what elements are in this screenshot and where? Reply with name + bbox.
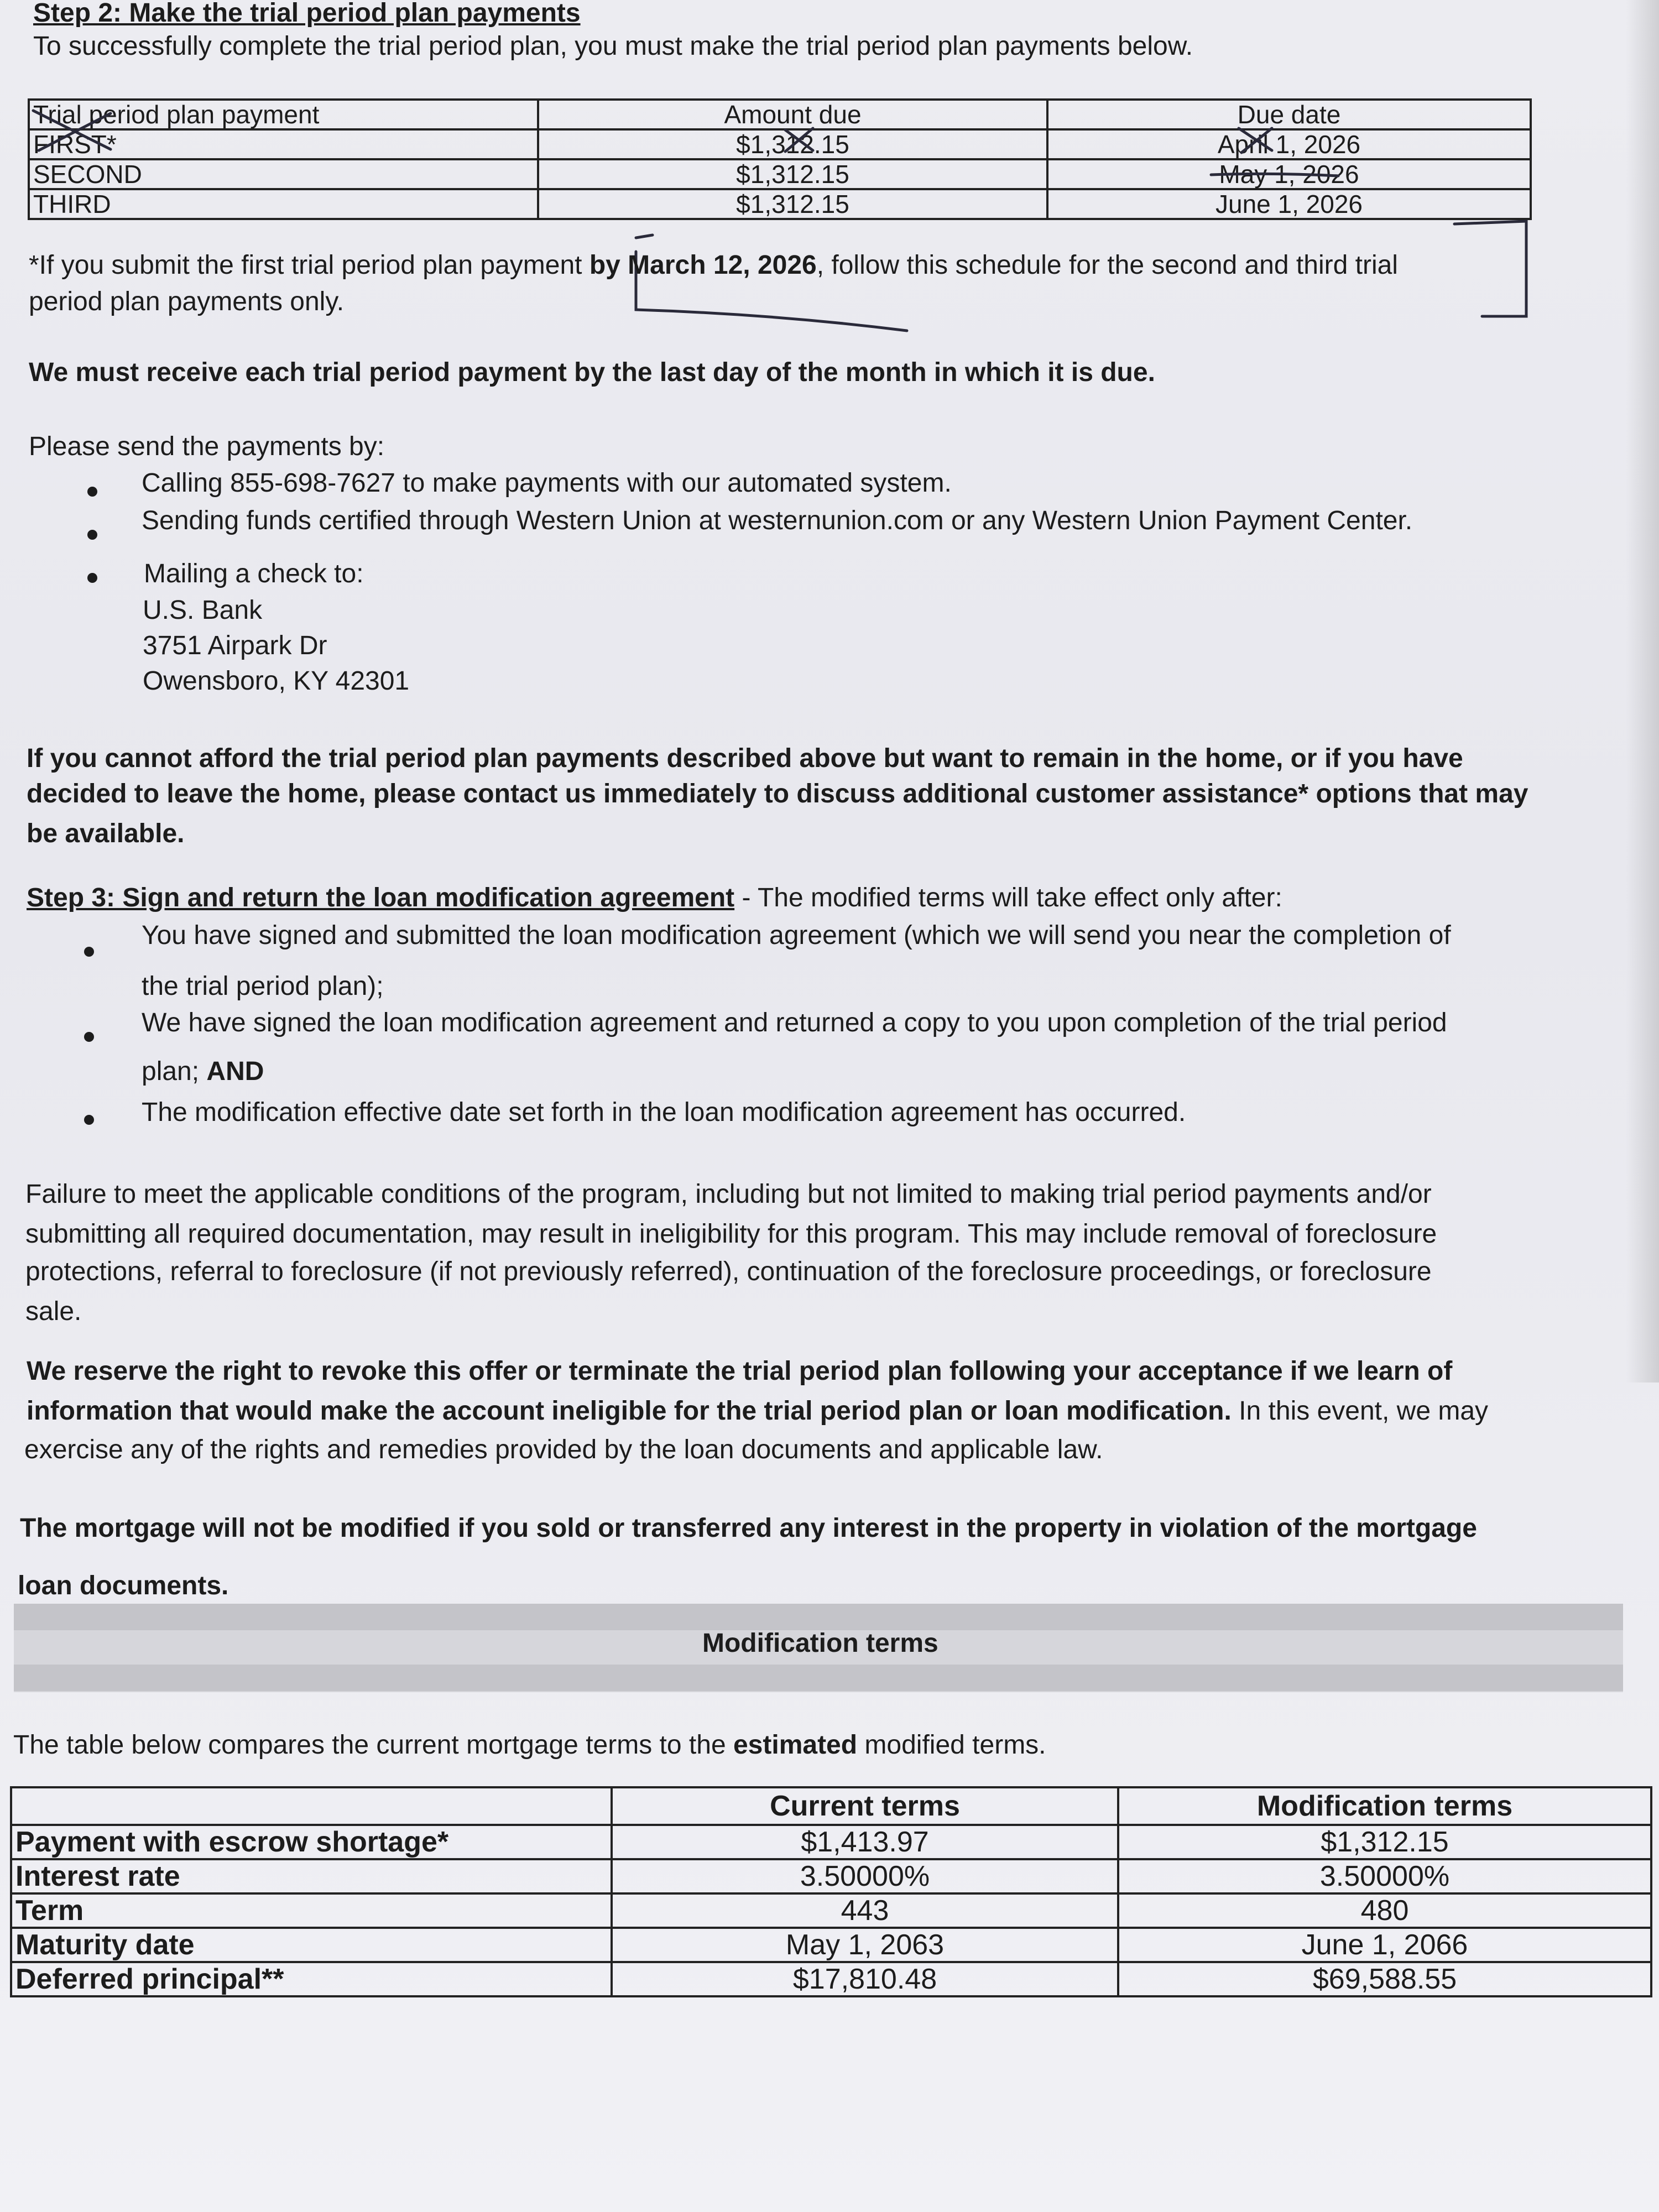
footnote-text: , follow this schedule for the second and third trial xyxy=(816,251,1398,280)
address-line: Owensboro, KY 42301 xyxy=(143,666,410,696)
pen-annotations xyxy=(0,0,1659,387)
table-cell: Maturity date xyxy=(11,1928,612,1962)
terms-table xyxy=(10,1786,1652,1997)
failure-paragraph-line: Failure to meet the applicable conditions of the program, including but not limited to making trial period payments and/or xyxy=(25,1180,1432,1209)
step3-item-and: AND xyxy=(206,1057,264,1086)
table-cell: May 1, 2063 xyxy=(612,1928,1118,1962)
send-payments-label: Please send the payments by: xyxy=(29,432,385,461)
failure-paragraph-line: sale. xyxy=(25,1297,82,1326)
address-line: 3751 Airpark Dr xyxy=(143,631,327,660)
table-header-cell: Due date xyxy=(1047,100,1531,129)
failure-paragraph-line: submitting all required documentation, may result in ineligibility for this program. This may include removal of foreclosure xyxy=(25,1219,1437,1249)
reserve-paragraph-line: exercise any of the rights and remedies provided by the loan documents and applicable law. xyxy=(24,1435,1103,1464)
modification-band-title: Modification terms xyxy=(702,1629,938,1658)
table-cell: $1,413.97 xyxy=(612,1825,1118,1859)
failure-paragraph-line: protections, referral to foreclosure (if not previously referred), continuation of the foreclosure proceedings, or foreclosure xyxy=(25,1257,1432,1286)
table-header-cell xyxy=(11,1787,612,1825)
afford-notice-line: decided to leave the home, please contact us immediately to discuss additional customer assistance* options that may xyxy=(27,779,1528,808)
table-cell: $1,312.15 xyxy=(538,189,1047,219)
step3-heading-line xyxy=(27,880,1282,916)
mortgage-notice-line: The mortgage will not be modified if you sold or transferred any interest in the property in violation of the mortgage xyxy=(20,1514,1477,1543)
footnote-date: by March 12, 2026 xyxy=(589,251,817,280)
footnote-text: *If you submit the first trial period plan payment xyxy=(29,251,589,280)
table-cell: 443 xyxy=(612,1893,1118,1928)
step2-heading: Step 2: Make the trial period plan payments xyxy=(33,0,581,28)
step3-item: The modification effective date set forth in the loan modification agreement has occurred. xyxy=(142,1098,1186,1127)
table-row xyxy=(11,1825,1651,1859)
step3-item-text: plan; xyxy=(142,1057,207,1086)
footnote-line-2: period plan payments only. xyxy=(29,287,345,316)
bullet xyxy=(84,947,94,957)
table-cell: June 1, 2026 xyxy=(1047,189,1531,219)
receive-notice: We must receive each trial period payment by the last day of the month in which it is due. xyxy=(29,358,1155,387)
table-cell: Payment with escrow shortage* xyxy=(11,1825,612,1859)
bullet xyxy=(87,530,97,540)
table-cell: June 1, 2066 xyxy=(1118,1928,1651,1962)
table-cell: $1,312.15 xyxy=(1118,1825,1651,1859)
table-cell: $1,312.15 xyxy=(538,129,1047,159)
bullet xyxy=(87,487,97,497)
table-row xyxy=(11,1787,1651,1825)
step3-tail: - The modified terms will take effect only after: xyxy=(734,883,1282,912)
table-cell: SECOND xyxy=(29,159,538,189)
table-cell: May 1, 2026 xyxy=(1047,159,1531,189)
table-cell: April 1, 2026 xyxy=(1047,129,1531,159)
pen-bracket-right xyxy=(1454,221,1526,316)
table-cell: 3.50000% xyxy=(612,1859,1118,1893)
step2-intro: To successfully complete the trial period plan, you must make the trial period plan payments below. xyxy=(33,32,1193,61)
payment-option: Sending funds certified through Western Union at westernunion.com or any Western Union Payment Center. xyxy=(142,506,1413,535)
step3-item: You have signed and submitted the loan modification agreement (which we will send you near the completion of xyxy=(142,921,1451,950)
footnote-line-1 xyxy=(29,248,1398,283)
bullet xyxy=(84,1032,94,1042)
reserve-bold-text: information that would make the account ineligible for the trial period plan or loan modification. xyxy=(27,1396,1232,1426)
reserve-normal-text: In this event, we may xyxy=(1231,1396,1489,1426)
table-cell: $1,312.15 xyxy=(538,159,1047,189)
bullet xyxy=(87,573,97,583)
table-cell: Interest rate xyxy=(11,1859,612,1893)
table-row xyxy=(11,1859,1651,1893)
bullet xyxy=(84,1115,94,1125)
table-header-cell: Current terms xyxy=(612,1787,1118,1825)
reserve-paragraph-line xyxy=(27,1394,1488,1429)
compare-text xyxy=(13,1728,1046,1763)
table-cell: $69,588.55 xyxy=(1118,1962,1651,1996)
table-cell: Term xyxy=(11,1893,612,1928)
payment-option: Calling 855-698-7627 to make payments with our automated system. xyxy=(142,468,952,498)
reserve-paragraph-line: We reserve the right to revoke this offer or terminate the trial period plan following your acceptance if we learn of xyxy=(27,1357,1453,1386)
table-cell: FIRST* xyxy=(29,129,538,159)
table-cell: $17,810.48 xyxy=(612,1962,1118,1996)
compare-text-part: The table below compares the current mortgage terms to the xyxy=(13,1730,733,1760)
step3-item xyxy=(142,1054,264,1089)
table-cell: 480 xyxy=(1118,1893,1651,1928)
payment-option: Mailing a check to: xyxy=(144,559,364,588)
afford-notice-line: be available. xyxy=(27,819,185,848)
table-cell: Deferred principal** xyxy=(11,1962,612,1996)
table-row xyxy=(11,1893,1651,1928)
table-row xyxy=(11,1962,1651,1996)
step3-item: the trial period plan); xyxy=(142,972,384,1001)
table-header-cell: Trial period plan payment xyxy=(29,100,538,129)
step3-heading: Step 3: Sign and return the loan modification agreement xyxy=(27,883,735,912)
compare-text-estimated: estimated xyxy=(733,1730,858,1760)
step3-item: We have signed the loan modification agreement and returned a copy to you upon completion of the trial period xyxy=(142,1008,1447,1037)
mortgage-notice-line: loan documents. xyxy=(18,1571,229,1600)
pen-strike-mark xyxy=(33,111,111,149)
band-bottom-stripe xyxy=(14,1665,1623,1691)
address-line: U.S. Bank xyxy=(143,596,263,625)
table-header-cell: Modification terms xyxy=(1118,1787,1651,1825)
table-cell: 3.50000% xyxy=(1118,1859,1651,1893)
table-cell: THIRD xyxy=(29,189,538,219)
afford-notice-line: If you cannot afford the trial period plan payments described above but want to remain in the home, or if you have xyxy=(27,744,1463,773)
table-header-cell: Amount due xyxy=(538,100,1047,129)
table-row xyxy=(11,1928,1651,1962)
compare-text-part: modified terms. xyxy=(857,1730,1046,1760)
